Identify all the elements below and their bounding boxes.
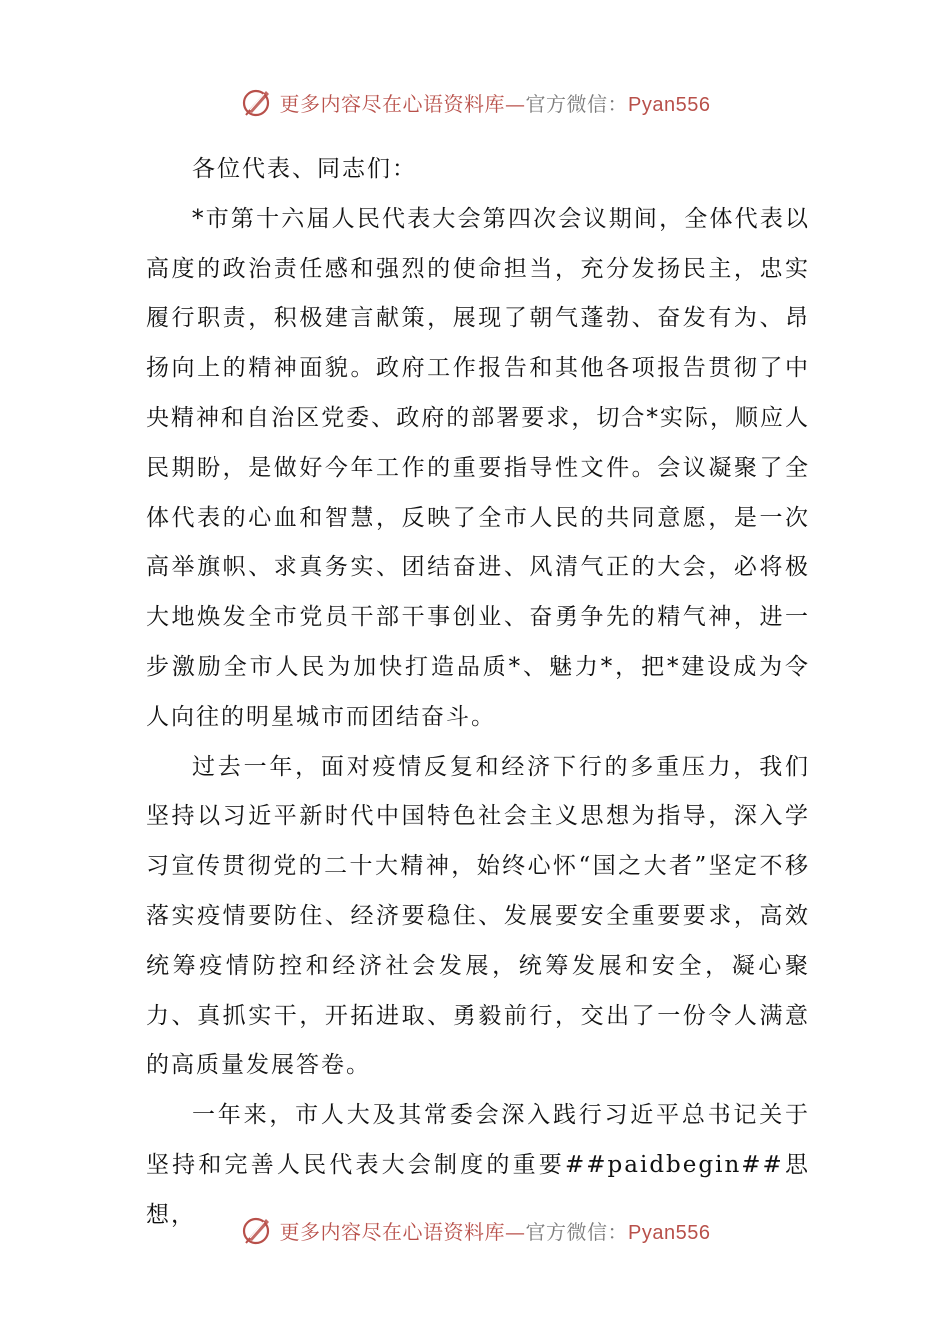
footer-wechat-id: Pyan556 <box>628 1221 711 1244</box>
quill-pen-logo-icon <box>240 1213 274 1247</box>
header-banner-content <box>240 85 711 119</box>
footer-banner-text <box>280 1216 711 1245</box>
footer-dash: — <box>505 1219 526 1244</box>
header-wechat-id: Pyan556 <box>628 93 711 116</box>
header-dash: — <box>505 91 526 116</box>
paragraph-3: 一年来，市人大及其常委会深入践行习近平总书记关于坚持和完善人民代表大会制度的重要##paidbegin##思想， <box>146 1102 810 1228</box>
footer-label-text: 官方微信： <box>525 1219 629 1244</box>
header-banner <box>0 82 950 122</box>
paragraph-1: *市第十六届人民代表大会第四次会议期间，全体代表以高度的政治责任感和强烈的使命担当，充分发扬民主，忠实履行职责，积极建言献策，展现了朝气蓬勃、奋发有为、昂扬向上的精神面貌。政府工作报告和其他各项报告贯彻了中央精神和自治区党委、政府的部署要求，切合*实际，顺应人民期盼，是做好今年工作的重要指导性文件。会议凝聚了全体代表的心血和智慧，反映了全市人民的共同意愿，是一次高举旗帜、求真务实、团结奋进、风清气正的大会，必将极大地焕发全市党员干部干事创业、奋勇争先的精气神，进一步激励全市人民为加快打造品质*、魅力*，把*建设成为令人向往的明星城市而团结奋斗。 <box>146 205 810 730</box>
footer-site-text: 更多内容尽在心语资料库 <box>279 1219 506 1244</box>
footer-banner <box>0 1210 950 1250</box>
footer-banner-content <box>240 1213 711 1247</box>
quill-pen-logo-icon <box>240 85 274 119</box>
paragraph-2: 过去一年，面对疫情反复和经济下行的多重压力，我们坚持以习近平新时代中国特色社会主义思想为指导，深入学习宣传贯彻党的二十大精神，始终心怀“国之大者”坚定不移落实疫情要防住、经济要稳住、发展要安全重要要求，高效统筹疫情防控和经济社会发展，统筹发展和安全，凝心聚力、真抓实干，开拓进取、勇毅前行，交出了一份令人满意的高质量发展答卷。 <box>146 753 810 1079</box>
header-label-text: 官方微信： <box>525 91 629 116</box>
salutation: 各位代表、同志们： <box>192 156 417 182</box>
header-banner-text <box>280 88 711 117</box>
header-site-text: 更多内容尽在心语资料库 <box>279 91 506 116</box>
document-body <box>146 145 810 1241</box>
